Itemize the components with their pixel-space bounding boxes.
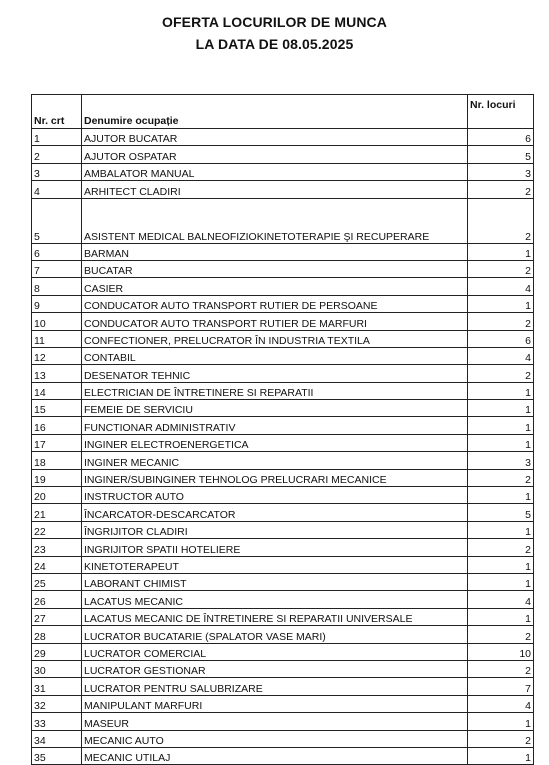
row-number: 31 <box>32 678 82 695</box>
row-number: 2 <box>32 146 82 163</box>
table-header-row <box>32 95 534 129</box>
positions-count: 1 <box>468 243 534 260</box>
occupation-name: MASEUR <box>82 713 468 730</box>
table-row <box>32 747 534 764</box>
positions-count: 1 <box>468 434 534 451</box>
occupation-name: INGINER MECANIC <box>82 452 468 469</box>
positions-count: 6 <box>468 330 534 347</box>
table-row <box>32 556 534 573</box>
row-number: 4 <box>32 181 82 198</box>
row-number: 26 <box>32 591 82 608</box>
table-row <box>32 434 534 451</box>
table-row <box>32 163 534 180</box>
table-row <box>32 469 534 486</box>
table-row <box>32 452 534 469</box>
table-row <box>32 573 534 590</box>
row-number: 11 <box>32 330 82 347</box>
positions-count: 2 <box>468 365 534 382</box>
positions-count: 1 <box>468 747 534 764</box>
positions-count: 5 <box>468 146 534 163</box>
job-offers-table <box>31 94 534 765</box>
positions-count: 1 <box>468 382 534 399</box>
column-header-count: Nr. locuri <box>468 95 534 129</box>
row-number: 19 <box>32 469 82 486</box>
column-header-occupation: Denumire ocupație <box>82 95 468 129</box>
positions-count: 4 <box>468 695 534 712</box>
row-number: 35 <box>32 747 82 764</box>
occupation-name: LABORANT CHIMIST <box>82 573 468 590</box>
positions-count: 1 <box>468 608 534 625</box>
positions-count: 4 <box>468 278 534 295</box>
positions-count: 7 <box>468 678 534 695</box>
positions-count: 1 <box>468 556 534 573</box>
row-number: 15 <box>32 400 82 417</box>
row-number: 13 <box>32 365 82 382</box>
table-row <box>32 129 534 146</box>
row-number: 16 <box>32 417 82 434</box>
positions-count: 1 <box>468 487 534 504</box>
positions-count: 1 <box>468 417 534 434</box>
row-number: 1 <box>32 129 82 146</box>
occupation-name: LUCRATOR BUCATARIE (SPALATOR VASE MARI) <box>82 626 468 643</box>
occupation-name: BARMAN <box>82 243 468 260</box>
occupation-name: FEMEIE DE SERVICIU <box>82 400 468 417</box>
occupation-name: MANIPULANT MARFURI <box>82 695 468 712</box>
positions-count: 6 <box>468 129 534 146</box>
table-body <box>32 129 534 765</box>
table-row <box>32 626 534 643</box>
positions-count: 2 <box>468 660 534 677</box>
row-number: 5 <box>32 198 82 243</box>
positions-count: 2 <box>468 539 534 556</box>
occupation-name: MECANIC AUTO <box>82 730 468 747</box>
table-row <box>32 278 534 295</box>
row-number: 6 <box>32 243 82 260</box>
occupation-name: CASIER <box>82 278 468 295</box>
occupation-name: LACATUS MECANIC <box>82 591 468 608</box>
positions-count: 5 <box>468 504 534 521</box>
row-number: 23 <box>32 539 82 556</box>
occupation-name: FUNCTIONAR ADMINISTRATIV <box>82 417 468 434</box>
table-row <box>32 365 534 382</box>
table-row <box>32 295 534 312</box>
table-row <box>32 260 534 277</box>
occupation-name: CONDUCATOR AUTO TRANSPORT RUTIER DE MARFURI <box>82 313 468 330</box>
table-row <box>32 243 534 260</box>
table-row <box>32 660 534 677</box>
row-number: 14 <box>32 382 82 399</box>
occupation-name: CONFECTIONER, PRELUCRATOR ÎN INDUSTRIA TEXTILA <box>82 330 468 347</box>
occupation-name: ÎNGRIJITOR CLADIRI <box>82 521 468 538</box>
table-row <box>32 487 534 504</box>
occupation-name: CONTABIL <box>82 347 468 364</box>
row-number: 27 <box>32 608 82 625</box>
document-date: LA DATA DE 08.05.2025 <box>195 36 354 52</box>
row-number: 33 <box>32 713 82 730</box>
table-row <box>32 678 534 695</box>
table-row <box>32 181 534 198</box>
row-number: 34 <box>32 730 82 747</box>
row-number: 10 <box>32 313 82 330</box>
occupation-name: DESENATOR TEHNIC <box>82 365 468 382</box>
document-title: OFERTA LOCURILOR DE MUNCA <box>162 14 387 30</box>
table-row <box>32 504 534 521</box>
occupation-name: ASISTENT MEDICAL BALNEOFIZIOKINETOTERAPIE ŞI RECUPERARE <box>82 198 468 243</box>
positions-count: 3 <box>468 163 534 180</box>
occupation-name: LUCRATOR COMERCIAL <box>82 643 468 660</box>
table-row <box>32 417 534 434</box>
row-number: 3 <box>32 163 82 180</box>
row-number: 29 <box>32 643 82 660</box>
occupation-name: INSTRUCTOR AUTO <box>82 487 468 504</box>
row-number: 9 <box>32 295 82 312</box>
positions-count: 4 <box>468 347 534 364</box>
positions-count: 1 <box>468 521 534 538</box>
occupation-name: KINETOTERAPEUT <box>82 556 468 573</box>
table-row <box>32 400 534 417</box>
table-row <box>32 730 534 747</box>
row-number: 30 <box>32 660 82 677</box>
occupation-name: ELECTRICIAN DE ÎNTRETINERE SI REPARATII <box>82 382 468 399</box>
table-row <box>32 643 534 660</box>
occupation-name: INGINER ELECTROENERGETICA <box>82 434 468 451</box>
row-number: 7 <box>32 260 82 277</box>
row-number: 20 <box>32 487 82 504</box>
row-number: 12 <box>32 347 82 364</box>
occupation-name: AJUTOR OSPATAR <box>82 146 468 163</box>
table-row <box>32 539 534 556</box>
positions-count: 4 <box>468 591 534 608</box>
positions-count: 1 <box>468 713 534 730</box>
table-row <box>32 608 534 625</box>
occupation-name: CONDUCATOR AUTO TRANSPORT RUTIER DE PERSOANE <box>82 295 468 312</box>
occupation-name: BUCATAR <box>82 260 468 277</box>
occupation-name: LUCRATOR PENTRU SALUBRIZARE <box>82 678 468 695</box>
positions-count: 1 <box>468 400 534 417</box>
table-row <box>32 521 534 538</box>
table-row <box>32 313 534 330</box>
positions-count: 1 <box>468 295 534 312</box>
positions-count: 2 <box>468 313 534 330</box>
positions-count: 3 <box>468 452 534 469</box>
occupation-name: INGINER/SUBINGINER TEHNOLOG PRELUCRARI MECANICE <box>82 469 468 486</box>
occupation-name: INGRIJITOR SPATII HOTELIERE <box>82 539 468 556</box>
positions-count: 2 <box>468 626 534 643</box>
table-row <box>32 330 534 347</box>
row-number: 8 <box>32 278 82 295</box>
table-row <box>32 198 534 243</box>
positions-count: 10 <box>468 643 534 660</box>
row-number: 21 <box>32 504 82 521</box>
column-header-nr: Nr. crt <box>32 95 82 129</box>
positions-count: 2 <box>468 181 534 198</box>
positions-count: 1 <box>468 573 534 590</box>
table-row <box>32 146 534 163</box>
positions-count: 2 <box>468 260 534 277</box>
positions-count: 2 <box>468 469 534 486</box>
occupation-name: MECANIC UTILAJ <box>82 747 468 764</box>
row-number: 28 <box>32 626 82 643</box>
occupation-name: ARHITECT CLADIRI <box>82 181 468 198</box>
row-number: 24 <box>32 556 82 573</box>
table-row <box>32 591 534 608</box>
table-row <box>32 347 534 364</box>
table-row <box>32 382 534 399</box>
occupation-name: AMBALATOR MANUAL <box>82 163 468 180</box>
row-number: 17 <box>32 434 82 451</box>
occupation-name: ÎNCARCATOR-DESCARCATOR <box>82 504 468 521</box>
row-number: 22 <box>32 521 82 538</box>
row-number: 32 <box>32 695 82 712</box>
occupation-name: AJUTOR BUCATAR <box>82 129 468 146</box>
positions-count: 2 <box>468 198 534 243</box>
occupation-name: LACATUS MECANIC DE ÎNTRETINERE SI REPARATII UNIVERSALE <box>82 608 468 625</box>
row-number: 25 <box>32 573 82 590</box>
positions-count: 2 <box>468 730 534 747</box>
row-number: 18 <box>32 452 82 469</box>
table-row <box>32 695 534 712</box>
table-row <box>32 713 534 730</box>
occupation-name: LUCRATOR GESTIONAR <box>82 660 468 677</box>
